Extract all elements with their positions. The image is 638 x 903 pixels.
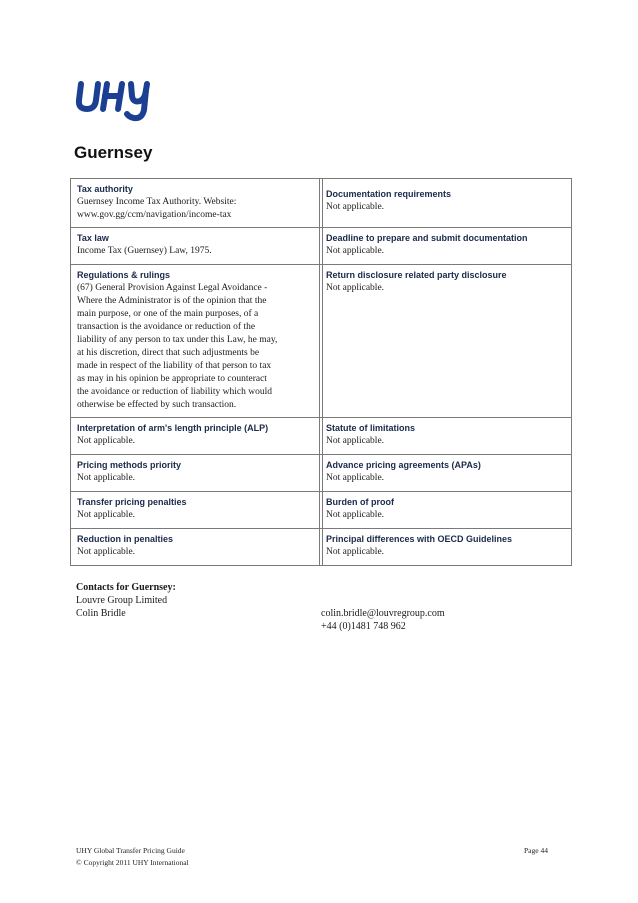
tax-law-cell [71,228,322,265]
cell-heading: Advance pricing agreements (APAs) [326,460,481,470]
right-info-column [319,178,572,566]
documentation-requirements-cell [320,179,571,228]
left-info-column [70,178,323,566]
page-number: Page 44 [524,846,548,855]
tax-authority-cell [71,179,322,228]
cell-text: Not applicable. [77,436,136,446]
contact-details [321,607,445,633]
cell-heading: Principal differences with OECD Guidelines [326,534,513,544]
return-disclosure-cell [320,265,571,418]
alp-interpretation-cell [71,418,322,455]
documentation-deadline-cell [320,228,571,265]
contact-phone: +44 (0)1481 748 962 [321,621,406,632]
page-title: Guernsey [74,143,153,162]
apa-cell [320,455,571,492]
regulations-rulings-cell [71,265,322,418]
cell-heading: Deadline to prepare and submit documentation [326,233,528,243]
footer-copyright: © Copyright 2011 UHY International [76,858,189,867]
cell-text: Guernsey Income Tax Authority. Website: www.gov.gg/ccm/navigation/income-tax [77,197,237,220]
contacts-block [76,581,176,620]
contact-email[interactable]: colin.bridle@louvregroup.com [321,608,445,619]
footer-guide-title: UHY Global Transfer Pricing Guide [76,846,185,855]
tp-penalties-cell [71,492,322,529]
cell-heading: Return disclosure related party disclosure [326,270,507,280]
burden-of-proof-cell [320,492,571,529]
cell-text: Not applicable. [326,202,385,212]
cell-heading: Transfer pricing penalties [77,497,187,507]
cell-heading: Documentation requirements [326,189,452,199]
cell-heading: Regulations & rulings [77,270,171,280]
cell-text: (67) General Provision Against Legal Avoidance - Where the Administrator is of the opinion that the main purpose, or one of the main purposes, of a transaction is the avoidance or reduction of the liability of any person to tax under this Law, he may, at his discretion, direct that such adjustments be made in respect of the liability of that person to tax as may in his opinion be appropriate to counteract the avoidance or reduction of liability which would otherwise be effected by such transaction. [77,283,278,410]
cell-heading: Reduction in penalties [77,534,174,544]
contact-company: Louvre Group Limited [76,595,168,606]
cell-heading: Statute of limitations [326,423,416,433]
statute-limitations-cell [320,418,571,455]
cell-heading: Burden of proof [326,497,394,507]
cell-text: Not applicable. [326,436,385,446]
cell-heading: Tax law [77,233,109,243]
cell-heading: Tax authority [77,184,133,194]
footer [76,845,189,869]
contacts-heading: Contacts for Guernsey: [76,582,176,593]
cell-heading: Pricing methods priority [77,460,182,470]
pricing-methods-cell [71,455,322,492]
cell-text: Not applicable. [77,473,136,483]
cell-text: Not applicable. [326,246,385,256]
contact-name: Colin Bridle [76,608,126,619]
cell-text: Not applicable. [77,547,136,557]
cell-text: Not applicable. [326,510,385,520]
penalty-reduction-cell [71,529,322,566]
cell-text: Not applicable. [326,473,385,483]
cell-text: Income Tax (Guernsey) Law, 1975. [77,246,212,256]
cell-text: Not applicable. [326,283,385,293]
uhy-logo [74,76,154,122]
cell-text: Not applicable. [326,547,385,557]
cell-text: Not applicable. [77,510,136,520]
oecd-differences-cell [320,529,571,566]
cell-heading: Interpretation of arm's length principle (ALP) [77,423,269,433]
